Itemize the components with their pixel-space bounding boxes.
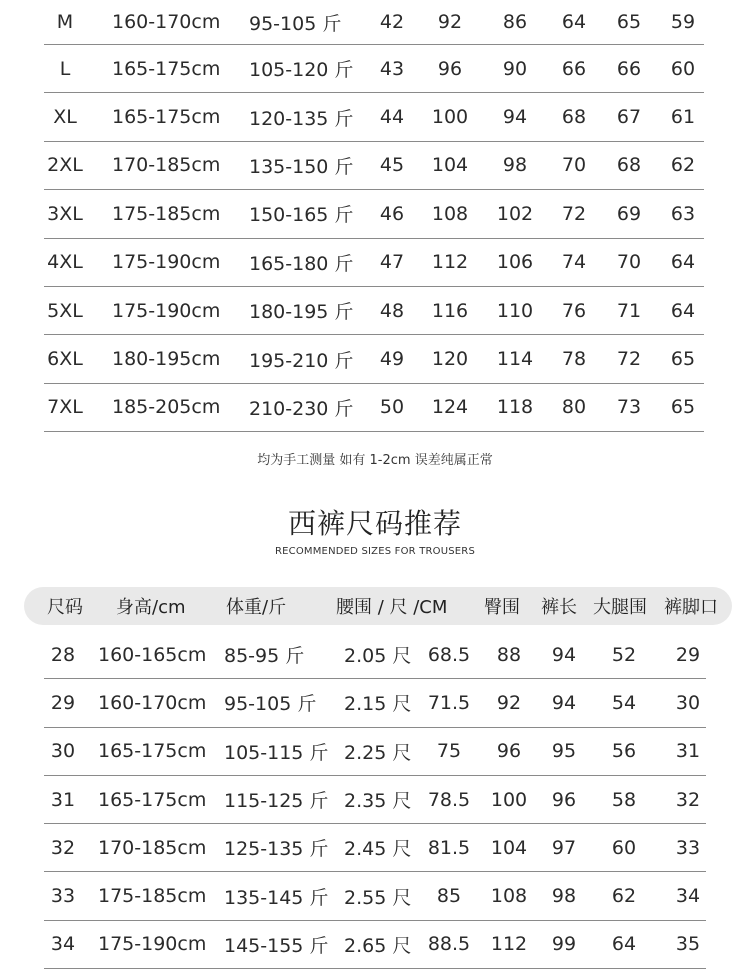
cell-col-9: 60 [670, 57, 696, 80]
cell-col-6: 90 [502, 57, 528, 80]
cell-size: 32 [50, 836, 76, 859]
cell-col-4: 46 [379, 202, 405, 225]
cell-size: 31 [50, 788, 76, 811]
cell-waist-chi: 2.65 尺 [344, 934, 412, 957]
cell-thigh: 58 [611, 788, 637, 811]
cell-hem: 35 [675, 933, 701, 956]
cell-thigh: 60 [611, 836, 637, 859]
cell-col-6: 102 [496, 202, 534, 225]
cell-waist-cm: 78.5 [427, 788, 471, 811]
cell-col-7: 72 [561, 202, 587, 225]
cell-waist-cm: 75 [436, 740, 462, 763]
cell-hip: 100 [490, 788, 528, 811]
cell-waist-cm: 71.5 [427, 691, 471, 714]
cell-hem: 34 [675, 885, 701, 908]
cell-length: 95 [551, 740, 577, 763]
cell-length: 94 [551, 643, 577, 666]
cell-col-4: 49 [379, 348, 405, 371]
cell-col-9: 61 [670, 106, 696, 129]
cell-height: 175-185cm [98, 885, 207, 908]
table-row [44, 287, 704, 335]
cell-hip: 92 [496, 691, 522, 714]
cell-weight: 135-150 斤 [249, 155, 354, 178]
cell-waist-cm: 81.5 [427, 836, 471, 859]
cell-weight: 125-135 斤 [224, 838, 329, 861]
section-subtitle: RECOMMENDED SIZES FOR TROUSERS [274, 546, 476, 557]
cell-thigh: 54 [611, 691, 637, 714]
cell-col-9: 64 [670, 299, 696, 322]
jacket-size-table [44, 0, 704, 432]
cell-height: 165-175cm [98, 740, 207, 763]
cell-height: 165-175cm [98, 788, 207, 811]
cell-size: 34 [50, 933, 76, 956]
header-size: 尺码 [47, 597, 83, 618]
cell-weight: 95-105 斤 [249, 12, 342, 35]
cell-col-7: 64 [561, 11, 587, 33]
header-height: 身高/cm [116, 597, 186, 618]
table-row [44, 190, 704, 238]
cell-waist-chi: 2.35 尺 [344, 790, 412, 813]
cell-waist-chi: 2.15 尺 [344, 693, 412, 716]
cell-hip: 96 [496, 740, 522, 763]
cell-length: 98 [551, 885, 577, 908]
cell-col-6: 98 [502, 154, 528, 177]
cell-col-6: 106 [496, 251, 534, 274]
cell-col-6: 86 [502, 11, 528, 33]
cell-waist-chi: 2.05 尺 [344, 645, 412, 668]
cell-col-8: 66 [616, 57, 642, 80]
cell-col-4: 44 [379, 106, 405, 129]
cell-col-6: 118 [496, 396, 534, 419]
table-row [44, 631, 706, 679]
table-row [44, 679, 706, 727]
cell-waist-chi: 2.55 尺 [344, 886, 412, 909]
cell-height: 185-205cm [112, 396, 221, 419]
cell-col-4: 45 [379, 154, 405, 177]
cell-size: 2XL [47, 154, 83, 177]
cell-size: 30 [50, 740, 76, 763]
cell-weight: 105-115 斤 [224, 741, 329, 764]
cell-col-9: 63 [670, 202, 696, 225]
cell-col-6: 114 [496, 348, 534, 371]
cell-col-4: 42 [379, 11, 405, 33]
cell-col-8: 71 [616, 299, 642, 322]
cell-weight: 95-105 斤 [224, 693, 317, 716]
cell-hem: 30 [675, 691, 701, 714]
cell-height: 175-190cm [98, 933, 207, 956]
cell-waist-cm: 68.5 [427, 643, 471, 666]
cell-size: M [56, 11, 74, 33]
cell-col-4: 43 [379, 57, 405, 80]
table-row [44, 45, 704, 93]
cell-size: 5XL [47, 299, 83, 322]
cell-height: 170-185cm [98, 836, 207, 859]
cell-height: 160-170cm [98, 691, 207, 714]
cell-size: 4XL [47, 251, 83, 274]
cell-col-7: 70 [561, 154, 587, 177]
cell-weight: 85-95 斤 [224, 645, 305, 668]
cell-col-9: 62 [670, 154, 696, 177]
cell-hem: 33 [675, 836, 701, 859]
cell-weight: 165-180 斤 [249, 252, 354, 275]
cell-col-4: 48 [379, 299, 405, 322]
cell-length: 96 [551, 788, 577, 811]
table-row [44, 384, 704, 432]
cell-size: 29 [50, 691, 76, 714]
cell-weight: 195-210 斤 [249, 349, 354, 372]
cell-col-9: 65 [670, 396, 696, 419]
header-hip: 臀围 [484, 597, 520, 618]
cell-weight: 180-195 斤 [249, 301, 354, 324]
header-length: 裤长 [541, 597, 577, 618]
cell-hip: 112 [490, 933, 528, 956]
cell-col-5: 100 [431, 106, 469, 129]
cell-col-5: 108 [431, 202, 469, 225]
cell-weight: 120-135 斤 [249, 107, 354, 130]
table-row [44, 239, 704, 287]
cell-col-5: 104 [431, 154, 469, 177]
table-row [44, 0, 704, 45]
cell-height: 160-170cm [112, 11, 221, 33]
cell-hip: 104 [490, 836, 528, 859]
cell-col-8: 73 [616, 396, 642, 419]
cell-col-8: 70 [616, 251, 642, 274]
cell-weight: 115-125 斤 [224, 790, 329, 813]
cell-length: 97 [551, 836, 577, 859]
cell-thigh: 64 [611, 933, 637, 956]
cell-col-7: 68 [561, 106, 587, 129]
cell-size: 3XL [47, 202, 83, 225]
cell-size: XL [53, 106, 77, 129]
cell-height: 175-190cm [112, 299, 221, 322]
cell-col-9: 59 [670, 11, 696, 33]
cell-thigh: 52 [611, 643, 637, 666]
cell-hip: 108 [490, 885, 528, 908]
header-waist: 腰围 / 尺 /CM [336, 597, 448, 618]
cell-hem: 29 [675, 643, 701, 666]
cell-col-9: 64 [670, 251, 696, 274]
cell-col-5: 112 [431, 251, 469, 274]
cell-length: 99 [551, 933, 577, 956]
cell-size: 33 [50, 885, 76, 908]
cell-col-6: 94 [502, 106, 528, 129]
cell-height: 180-195cm [112, 348, 221, 371]
cell-col-8: 68 [616, 154, 642, 177]
table-row [44, 921, 706, 969]
cell-thigh: 62 [611, 885, 637, 908]
cell-size: 6XL [47, 348, 83, 371]
cell-height: 160-165cm [98, 643, 207, 666]
table-row [44, 776, 706, 824]
trousers-size-table [44, 631, 706, 969]
cell-length: 94 [551, 691, 577, 714]
cell-col-7: 78 [561, 348, 587, 371]
cell-hem: 32 [675, 788, 701, 811]
cell-col-8: 69 [616, 202, 642, 225]
cell-height: 165-175cm [112, 57, 221, 80]
cell-waist-cm: 88.5 [427, 933, 471, 956]
cell-height: 170-185cm [112, 154, 221, 177]
table-row [44, 824, 706, 872]
cell-col-8: 72 [616, 348, 642, 371]
cell-height: 175-190cm [112, 251, 221, 274]
trousers-table-header [24, 587, 732, 625]
cell-waist-cm: 85 [436, 885, 462, 908]
section-title: 西裤尺码推荐 [287, 507, 462, 540]
table-row [44, 728, 706, 776]
cell-height: 175-185cm [112, 202, 221, 225]
cell-size: 28 [50, 643, 76, 666]
cell-col-9: 65 [670, 348, 696, 371]
cell-col-7: 66 [561, 57, 587, 80]
cell-weight: 210-230 斤 [249, 397, 354, 420]
cell-size: 7XL [47, 396, 83, 419]
cell-col-7: 74 [561, 251, 587, 274]
cell-hip: 88 [496, 643, 522, 666]
cell-col-5: 124 [431, 396, 469, 419]
cell-col-7: 80 [561, 396, 587, 419]
cell-col-8: 65 [616, 11, 642, 33]
cell-weight: 135-145 斤 [224, 886, 329, 909]
cell-col-8: 67 [616, 106, 642, 129]
cell-weight: 105-120 斤 [249, 59, 354, 82]
cell-hem: 31 [675, 740, 701, 763]
cell-col-5: 92 [437, 11, 463, 33]
header-weight: 体重/斤 [226, 597, 287, 618]
cell-col-6: 110 [496, 299, 534, 322]
table-row [44, 142, 704, 190]
cell-col-5: 96 [437, 57, 463, 80]
table-row [44, 872, 706, 920]
cell-col-7: 76 [561, 299, 587, 322]
header-thigh: 大腿围 [593, 597, 647, 618]
cell-height: 165-175cm [112, 106, 221, 129]
header-hem: 裤脚口 [664, 597, 718, 618]
cell-thigh: 56 [611, 740, 637, 763]
cell-weight: 150-165 斤 [249, 204, 354, 227]
measurement-note: 均为手工测量 如有 1-2cm 误差纯属正常 [257, 453, 493, 468]
cell-waist-chi: 2.25 尺 [344, 741, 412, 764]
cell-col-5: 120 [431, 348, 469, 371]
cell-weight: 145-155 斤 [224, 934, 329, 957]
cell-col-4: 50 [379, 396, 405, 419]
table-row [44, 93, 704, 141]
cell-col-4: 47 [379, 251, 405, 274]
cell-waist-chi: 2.45 尺 [344, 838, 412, 861]
table-row [44, 335, 704, 383]
cell-col-5: 116 [431, 299, 469, 322]
cell-size: L [59, 57, 71, 80]
